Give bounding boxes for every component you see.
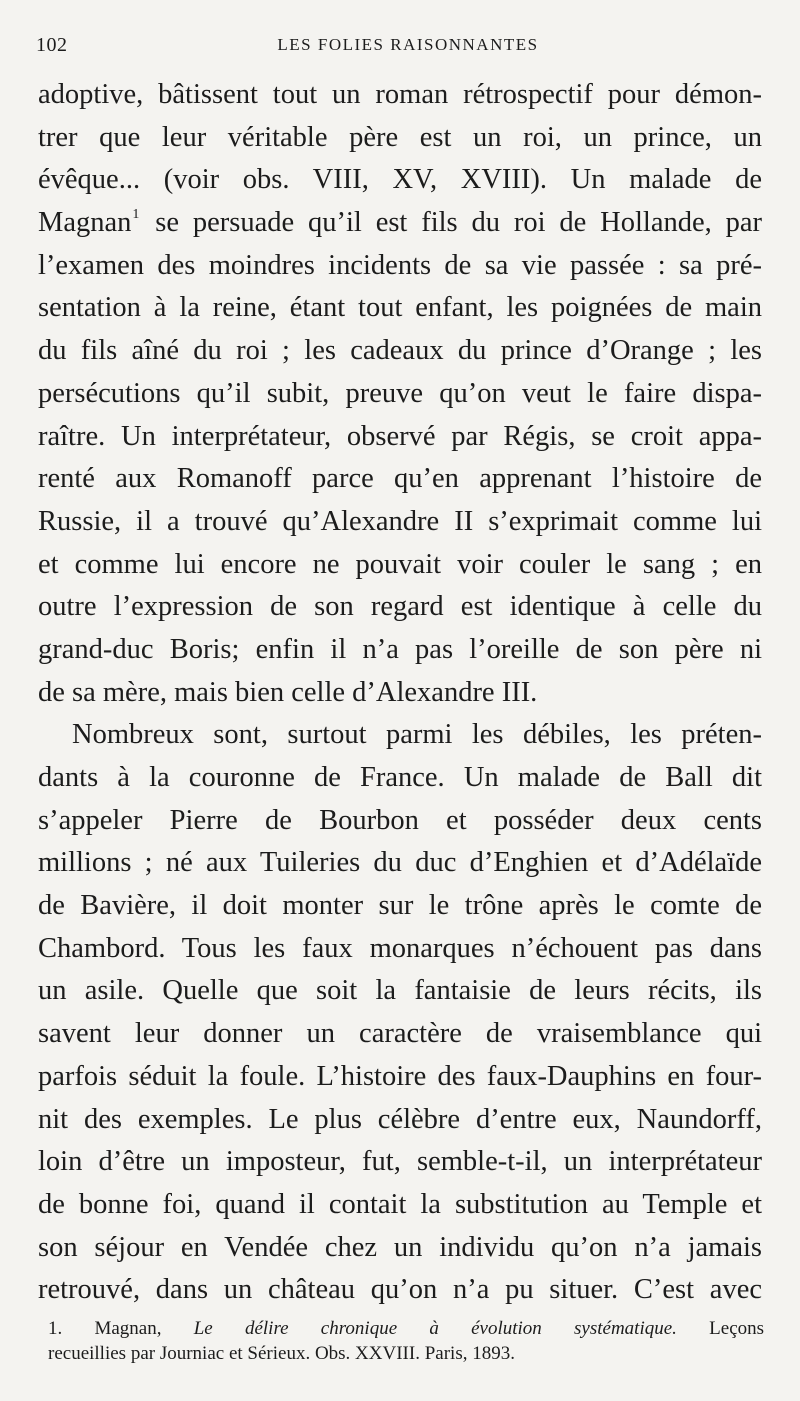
text-line: adoptive, bâtissent tout un roman rétrospectif pour démon-	[38, 79, 762, 110]
body-text	[38, 74, 762, 1312]
footnote-author: Magnan,	[94, 1318, 162, 1339]
page-number: 102	[36, 34, 68, 56]
text-line: son séjour en Vendée chez un individu qu’on n’a jamais	[38, 1231, 762, 1263]
text-line: un asile. Quelle que soit la fantaisie de leurs récits, ils	[38, 975, 762, 1007]
footnote-reference[interactable]: 1	[132, 207, 140, 223]
footnote	[48, 1316, 764, 1366]
footnote-line	[48, 1316, 764, 1341]
text-line: outre l’expression de son regard est identique à celle du	[38, 591, 762, 623]
text-line	[38, 202, 762, 245]
paragraph-start-line: Nombreux sont, surtout parmi les débiles, les préten-	[72, 719, 762, 751]
text-line: Russie, il a trouvé qu’Alexandre II s’exprimait comme lui	[38, 505, 762, 537]
text-line: l’examen des moindres incidents de sa vie passée : sa pré-	[38, 249, 762, 281]
text-line: retrouvé, dans un château qu’on n’a pu situer. C’est avec	[38, 1274, 762, 1306]
text-line: nit des exemples. Le plus célèbre d’entre eux, Naundorff,	[38, 1103, 762, 1135]
paragraph-end-line: de sa mère, mais bien celle d’Alexandre III.	[38, 676, 538, 708]
text-line: Chambord. Tous les faux monarques n’échouent pas dans	[38, 932, 762, 964]
text-line: sentation à la reine, étant tout enfant, les poignées de main	[38, 292, 762, 324]
text-line: grand-duc Boris; enfin il n’a pas l’oreille de son père ni	[38, 633, 762, 665]
text-line: évêque... (voir obs. VIII, XV, XVIII). Un malade de	[38, 164, 762, 196]
text-line: du fils aîné du roi ; les cadeaux du prince d’Orange ; les	[38, 335, 762, 367]
footnote-marker: 1.	[48, 1318, 63, 1339]
footnote-title: Le délire chronique à évolution systématique.	[193, 1318, 677, 1339]
footnote-text: Leçons	[709, 1318, 764, 1339]
text-line: dants à la couronne de France. Un malade de Ball dit	[38, 762, 762, 793]
text-line: s’appeler Pierre de Bourbon et posséder deux cents	[38, 804, 762, 836]
text-line: parfois séduit la foule. L’histoire des faux-Dauphins en four-	[38, 1060, 762, 1092]
text-line: trer que leur véritable père est un roi, un prince, un	[38, 121, 762, 153]
text-line: millions ; né aux Tuileries du duc d’Enghien et d’Adélaïde	[38, 847, 762, 879]
text-line: renté aux Romanoff parce qu’en apprenant l’histoire de	[38, 463, 762, 495]
footnote-line: recueillies par Journiac et Sérieux. Obs. XXVIII. Paris, 1893.	[48, 1343, 515, 1364]
text-line: raître. Un interprétateur, observé par Régis, se croit appa-	[38, 420, 762, 452]
page-header	[36, 34, 760, 62]
text-line: et comme lui encore ne pouvait voir couler le sang ; en	[38, 548, 762, 580]
text-line: loin d’être un imposteur, fut, semble-t-il, un interprétateur	[38, 1146, 762, 1178]
text-fragment: Magnan	[38, 207, 132, 239]
text-line: savent leur donner un caractère de vraisemblance qui	[38, 1018, 762, 1050]
text-line: de Bavière, il doit monter sur le trône après le comte de	[38, 890, 762, 922]
running-title: LES FOLIES RAISONNANTES	[277, 35, 539, 54]
text-line: de bonne foi, quand il contait la substitution au Temple et	[38, 1188, 762, 1220]
text-line: persécutions qu’il subit, preuve qu’on veut le faire dispa-	[38, 377, 762, 409]
text-fragment: se persuade qu’il est fils du roi de Hollande, par	[141, 207, 762, 239]
